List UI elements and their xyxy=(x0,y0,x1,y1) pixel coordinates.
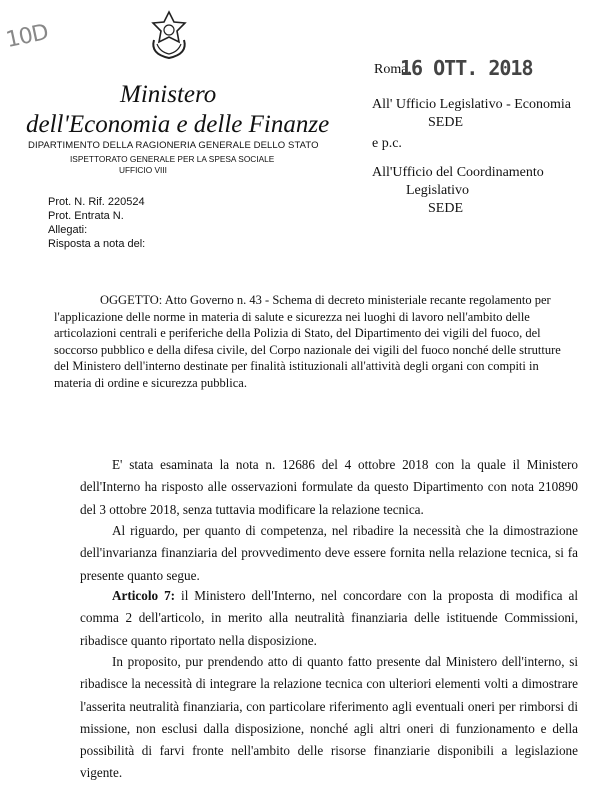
protocol-number: Prot. N. Rif. 220524 xyxy=(48,196,145,208)
recipient-line-2-sede: SEDE xyxy=(428,201,463,216)
recipient-pc: e p.c. xyxy=(372,136,402,151)
body-paragraph-3 xyxy=(80,585,578,652)
recipient-line-2: All'Ufficio del Coordinamento xyxy=(372,165,544,180)
subject-text: Atto Governo n. 43 - Schema di decreto ministeriale recante regolamento per l'applicazione delle norme in materia di salute e sicurezza nei luoghi di lavoro nell'ambito delle articolazioni centrali e periferiche della Polizia di Stato, del Dipartimento dei vigili del fuoco, del soccorso pubblico e della difesa civile, del Corpo nazionale dei vigili del fuoco nonché delle strutture del Ministero dell'interno destinate per finalità istituzionali all'attività degli organi con compiti in materia di ordine e sicurezza pubblica. xyxy=(54,293,561,390)
body-paragraph-1: E' stata esaminata la nota n. 12686 del 4 ottobre 2018 con la quale il Ministero dell'Interno ha risposto alle osservazioni formulate da questo Dipartimento con nota 210890 del 3 ottobre 2018, senza tuttavia modificare la relazione tecnica. xyxy=(80,457,578,517)
subject-block xyxy=(54,292,574,391)
body-paragraph-4: In proposito, pur prendendo atto di quanto fatto presente dal Ministero dell'interno, si ribadisce la necessità di integrare la relazione tecnica con ulteriori elementi volti a dimostrare l'asserita neutralità finanziaria, con particolare riferimento agli eventuali oneri per rimborsi di missione, non esclusi dalla disposizione, nonché agli altri oneri di funzionamento e della possibilità di farvi fronte nell'ambito delle risorse finanziarie disponibili a legislazione vigente. xyxy=(80,654,578,781)
subject-label: OGGETTO: xyxy=(100,293,163,307)
handwritten-annotation: 10D xyxy=(3,19,51,54)
recipient-line-1-sede: SEDE xyxy=(428,115,463,130)
department-name: DIPARTIMENTO DELLA RAGIONERIA GENERALE DELLO STATO xyxy=(28,140,319,151)
recipient-line-1: All' Ufficio Legislativo - Economia xyxy=(372,97,571,112)
ministry-title: Ministero xyxy=(120,81,217,108)
body-paragraph-2: Al riguardo, per quanto di competenza, nel ribadire la necessità che la dimostrazione dell'invarianza finanziaria del provvedimento deve essere fornita nella relazione tecnica, si fa presente quanto segue. xyxy=(80,523,578,583)
reply-to-note: Risposta a nota del: xyxy=(48,238,146,250)
italian-republic-emblem-icon xyxy=(148,10,190,60)
office-name: UFFICIO VIII xyxy=(119,165,167,175)
article-text: il Ministero dell'Interno, nel concordare con la proposta di modifica al comma 2 dell'articolo, in merito alla neutralità finanziaria delle istituende Commissioni, ribadisce quanto riportato nella disposizione. xyxy=(80,588,578,648)
ministry-subtitle: dell'Economia e delle Finanze xyxy=(26,111,330,138)
protocol-incoming: Prot. Entrata N. xyxy=(48,210,124,222)
date-stamp: 16 OTT. 2018 xyxy=(400,56,533,80)
place: Roma, xyxy=(374,62,411,77)
recipient-line-2b: Legislativo xyxy=(406,183,469,198)
attachments: Allegati: xyxy=(48,224,88,236)
inspectorate-name: ISPETTORATO GENERALE PER LA SPESA SOCIALE xyxy=(70,154,275,164)
article-label: Articolo 7: xyxy=(112,588,176,603)
